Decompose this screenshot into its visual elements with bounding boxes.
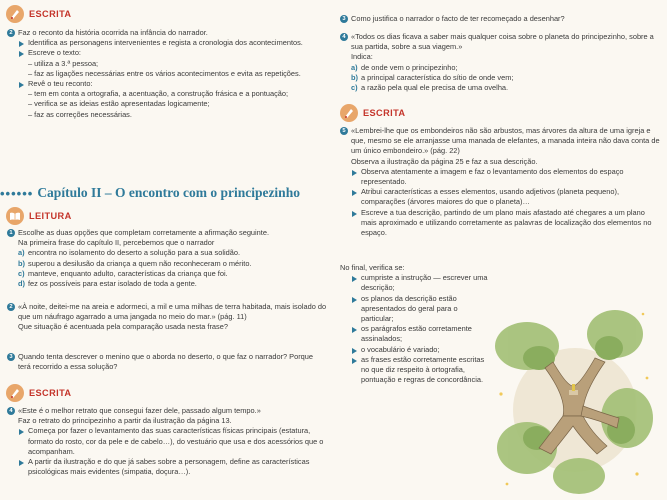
escrita-header bbox=[6, 4, 71, 24]
baobab-planet-illustration bbox=[487, 298, 657, 498]
question-lead: Indica: bbox=[351, 52, 373, 62]
question-number: 3 bbox=[340, 15, 348, 23]
checklist-item: o vocabulário é variado; bbox=[351, 345, 490, 355]
sub-item: – verifica se as ideias estão apresentadas logicamente; bbox=[28, 99, 210, 109]
question-5-writing bbox=[340, 126, 660, 238]
option-d bbox=[18, 279, 327, 289]
sub-item: – utiliza a 3.ª pessoa; bbox=[28, 58, 99, 68]
option-letter: c) bbox=[18, 268, 25, 278]
option-b bbox=[351, 73, 660, 83]
section-title: ESCRITA bbox=[29, 387, 72, 398]
option-text: de onde vem o principezinho; bbox=[361, 62, 458, 72]
question-number: 1 bbox=[7, 229, 15, 237]
option-text: manteve, enquanto adulto, características da criança que foi. bbox=[28, 268, 228, 278]
question-text: Faz o retrato do principezinho a partir da ilustração da página 13. bbox=[18, 416, 232, 426]
question-text: Observa a ilustração da página 25 e faz a sua descrição. bbox=[351, 156, 538, 166]
sub-item: – tem em conta a ortografia, a acentuação, a construção frásica e a pontuação; bbox=[28, 89, 289, 99]
escrita-header-2 bbox=[6, 383, 71, 403]
list-item: A partir da ilustração e do que já sabes sobre a personagem, define as características psicológicas mais evidentes (simpatia, doçura…). bbox=[18, 457, 327, 477]
pen-icon bbox=[6, 5, 24, 23]
question-2-writing bbox=[7, 28, 327, 120]
checklist-item: as frases estão corretamente escritas no que diz respeito à ortografia, pontuação e regras de concordância. bbox=[351, 355, 490, 386]
checklist-item: os parágrafos estão corretamente assinalados; bbox=[351, 324, 490, 344]
option-text: fez os possíveis para estar isolado de toda a gente. bbox=[28, 279, 197, 289]
question-4-writing bbox=[7, 406, 327, 477]
pen-icon bbox=[340, 104, 358, 122]
option-b bbox=[18, 259, 327, 269]
question-number: 3 bbox=[7, 353, 15, 361]
question-text: Que situação é acentuada pela comparação usada nesta frase? bbox=[18, 322, 228, 332]
sub-item: – faz as ligações necessárias entre os vários acontecimentos e evita as repetições. bbox=[28, 68, 301, 78]
question-text: Escolhe as duas opções que completam corretamente a afirmação seguinte. bbox=[18, 228, 270, 237]
question-number: 4 bbox=[340, 33, 348, 41]
list-item: Escreve a tua descrição, partindo de um plano mais afastado até chegares a um plano mais aproximado e utilizando corretamente as palavras de localização dos elementos no espaço. bbox=[351, 208, 660, 239]
option-letter: d) bbox=[18, 279, 25, 289]
question-2-reading bbox=[7, 302, 327, 333]
option-a bbox=[18, 248, 327, 258]
checklist-item: os planos da descrição estão apresentados do geral para o particular; bbox=[351, 294, 490, 325]
leitura-header bbox=[6, 206, 72, 226]
checklist-lead: No final, verifica se: bbox=[340, 263, 405, 272]
list-item: Identifica as personagens intervenientes e regista a cronologia dos acontecimentos. bbox=[18, 38, 327, 48]
question-4-right bbox=[340, 32, 660, 93]
list-item bbox=[18, 79, 327, 120]
list-item: Observa atentamente a imagem e faz o levantamento dos elementos do espaço representado. bbox=[351, 167, 660, 187]
list-item-text: Escreve o texto: bbox=[28, 48, 81, 58]
option-text: superou a desilusão da criança a quem não reconheceram o mérito. bbox=[28, 258, 252, 268]
option-letter: a) bbox=[18, 248, 25, 258]
option-text: a razão pela qual ele precisa de uma ovelha. bbox=[361, 83, 509, 93]
book-icon bbox=[6, 207, 24, 225]
question-number: 4 bbox=[7, 407, 15, 415]
option-text: encontra no isolamento do deserto a solução para a sua solidão. bbox=[28, 248, 241, 258]
list-item: Começa por fazer o levantamento das suas características físicas principais (estatura, formato do rosto, cor da pele e de cabelo…), do vestuário que usa e dos acessórios que o acompanham. bbox=[18, 426, 327, 457]
decorative-dots: •••••• bbox=[0, 185, 34, 201]
sub-item: – faz as correções necessárias. bbox=[28, 109, 132, 119]
chapter-title: Capítulo II – O encontro com o principezinho bbox=[37, 185, 300, 200]
list-item-text: Revê o teu reconto: bbox=[28, 79, 93, 89]
question-number: 2 bbox=[7, 29, 15, 37]
question-1-reading bbox=[7, 228, 327, 289]
chapter-heading bbox=[0, 183, 333, 203]
question-quote: «Este é o melhor retrato que consegui fazer dele, passado algum tempo.» bbox=[18, 406, 261, 415]
question-quote: «Todos os dias ficava a saber mais qualquer coisa sobre o planeta do principezinho, sobre a sua partida, sobre a sua viagem.» bbox=[351, 32, 654, 52]
option-c bbox=[18, 269, 327, 279]
question-text: Como justifica o narrador o facto de ter recomeçado a desenhar? bbox=[351, 14, 565, 23]
question-quote: «À noite, deitei-me na areia e adormeci, a mil e uma milhas de terra habitada, mais isolado do que um náufrago agarrado a uma jangada no meio do mar.» (pág. 11) bbox=[18, 302, 327, 322]
pen-icon bbox=[6, 384, 24, 402]
question-3-right bbox=[340, 14, 660, 24]
option-text: a principal característica do sítio de onde vem; bbox=[361, 72, 514, 82]
option-letter: a) bbox=[351, 62, 358, 72]
option-c bbox=[351, 83, 660, 93]
list-item: Atribui características a esses elementos, usando adjetivos (planeta pequeno), comparações (árvores maiores do que o planeta)… bbox=[351, 187, 660, 207]
option-a bbox=[351, 63, 660, 73]
question-number: 2 bbox=[7, 303, 15, 311]
question-quote: «Lembrei-lhe que os embondeiros não são arbustos, mas árvores da altura de uma igreja e que, mesmo se ele arranjasse uma manada de elefantes, a manada inteira não dava conta de um único embondeiro.» (pág. 22) bbox=[351, 126, 660, 156]
section-title: ESCRITA bbox=[29, 8, 72, 19]
option-letter: c) bbox=[351, 83, 358, 93]
option-letter: b) bbox=[351, 72, 358, 82]
question-3-reading bbox=[7, 352, 327, 372]
question-text: Quando tenta descrever o menino que o aborda no deserto, o que faz o narrador? Porque terá recorrido a essa solução? bbox=[18, 352, 314, 372]
option-letter: b) bbox=[18, 258, 25, 268]
section-title: ESCRITA bbox=[363, 107, 406, 118]
question-lead: Na primeira frase do capítulo II, percebemos que o narrador bbox=[18, 238, 215, 248]
escrita-header-right bbox=[340, 103, 405, 123]
question-number: 5 bbox=[340, 127, 348, 135]
list-item bbox=[18, 48, 327, 79]
checklist bbox=[340, 263, 490, 385]
checklist-item: cumpriste a instrução — escrever uma descrição; bbox=[351, 273, 490, 293]
section-title: LEITURA bbox=[29, 210, 72, 221]
question-text: Faz o reconto da história ocorrida na infância do narrador. bbox=[18, 28, 208, 37]
